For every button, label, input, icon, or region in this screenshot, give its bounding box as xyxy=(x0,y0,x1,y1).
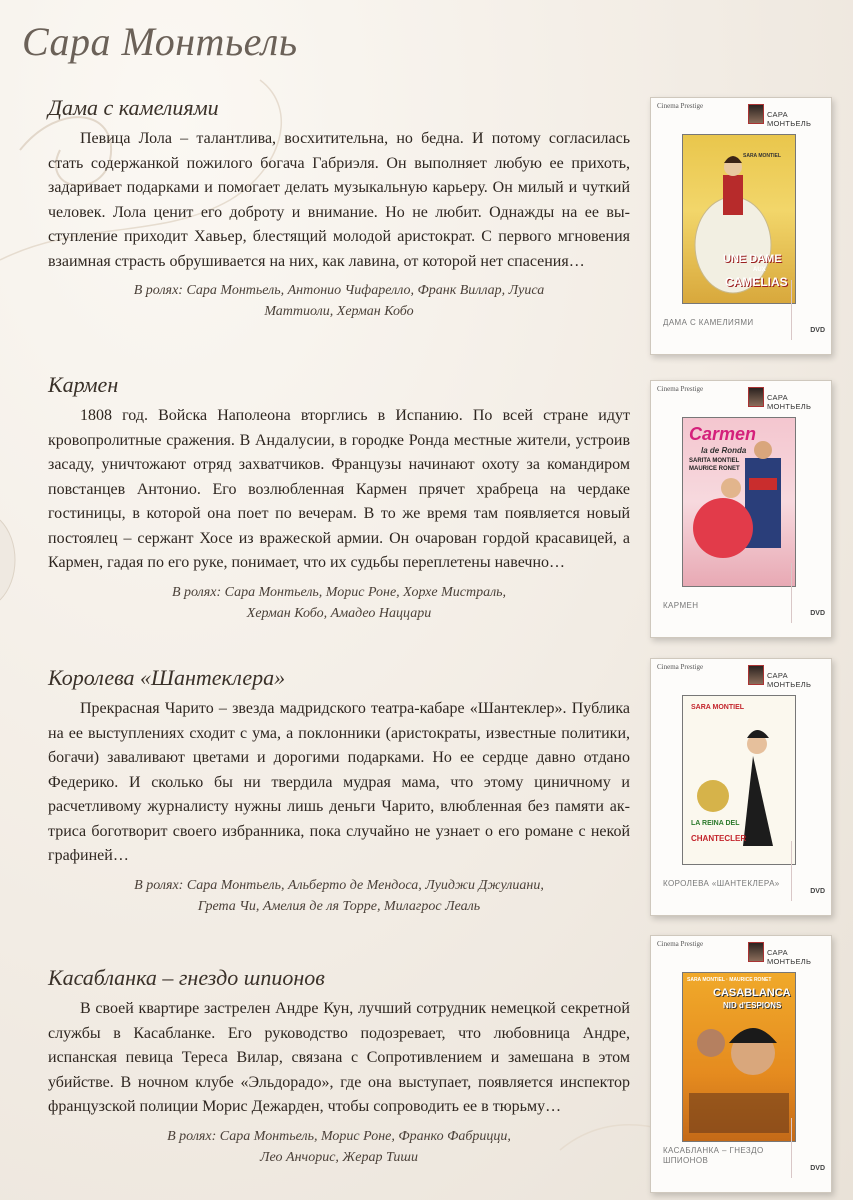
dvd-brand: Cinema Prestige xyxy=(657,385,704,393)
cast-line: Херман Кобо, Амадео Наццари xyxy=(246,605,432,621)
dvd-author: САРА МОНТЬЕЛЬ xyxy=(767,110,812,128)
cast-line: В ролях: Сара Монтьель, Морис Роне, Франко Фабрицци, xyxy=(167,1128,511,1144)
poster-title-line: SARITA MONTIEL xyxy=(689,458,740,464)
dvd-cover-chantecler xyxy=(650,658,832,916)
film-cast xyxy=(48,582,630,624)
dvd-caption: КОРОЛЕВА «ШАНТЕКЛЕРА» xyxy=(663,879,780,888)
film-title: Кармен xyxy=(48,372,119,397)
film-cast xyxy=(48,875,630,917)
dvd-logo: DVD xyxy=(810,610,825,617)
dvd-logo: DVD xyxy=(810,327,825,334)
film-title: Касабланка – гнездо шпионов xyxy=(48,965,325,990)
poster-title-line: LA REINA DEL xyxy=(691,820,740,827)
cast-line: Грета Чи, Амелия де ля Торре, Милагрос Леаль xyxy=(197,898,481,914)
film-description: Прекрасная Чарито – звезда мадридского театра-кабаре «Шантеклер». Публика на ее выступлениях сходит с ума, а поклонники (аристократы, известные политики, богачи) заваливают цветами и дорогими подарками. Но ее сердце давно отдано Федерико. И сколько бы ни твердила мудрая мама, что этому циничному и расчетливому журналисту нужны лишь деньги Чарито, влюбленная без памяти актриса боготворит своего избранника, пока случайно не узнает о его романе с некой графиней… xyxy=(48,700,630,864)
film-poster xyxy=(682,972,796,1142)
poster-title-line: SARA MONTIEL xyxy=(691,704,745,711)
page-title: Сара Монтьель xyxy=(22,19,298,64)
poster-title-line: NID d'ESPIONS xyxy=(723,1001,782,1010)
poster-credit: SARA MONTIEL xyxy=(743,153,781,159)
dvd-logo: DVD xyxy=(810,1165,825,1172)
cast-line: В ролях: Сара Монтьель, Альберто де Мендоса, Луиджи Джулиани, xyxy=(134,877,544,893)
poster-title-line: CAMELIAS xyxy=(725,275,788,289)
dvd-author: САРА МОНТЬЕЛЬ xyxy=(767,393,812,411)
film-description: Певица Лола – талантлива, восхитительна, но бедна. И потому согласилась стать содержанкой пожилого богача Габриэля. Он выполняет любую ее прихоть, задаривает подарками и помогает делать музыкальную карьеру. Он милый и чуткий человек. Лола ценит его доброту и внимание. Но не любит. Однажды на ее выступление приходит Хавьер, блестящий молодой аристократ. С первого мгновения взаимная страсть обрушивается на них, как лавина, от которой нет спасения… xyxy=(48,130,630,270)
actress-thumbnail xyxy=(748,942,764,962)
dvd-author: САРА МОНТЬЕЛЬ xyxy=(767,948,812,966)
cast-line: В ролях: Сара Монтьель, Морис Роне, Хорхе Мистраль, xyxy=(171,584,507,600)
film-description: 1808 год. Войска Наполеона вторглись в Испанию. По всей стране идут кровопролитные сражения. В Андалусии, в городке Ронда местные жители, устроив засаду, уничтожают отряд захватчиков. Французы начинают охоту за командиром повстанцев Антонио. Его возлюбленная Кармен прячет храбреца на чердаке гостиницы, в которой она поет по вечерам. В то же время там появляется новый постоялец – сержант Хосе из вражеской армии. Он очарован гордой красавицей, а Кармен, гадая по его руке, понимает, что их судьбы переплетены навечно… xyxy=(48,407,630,571)
actress-thumbnail xyxy=(748,104,764,124)
actress-thumbnail xyxy=(748,665,764,685)
film-cast xyxy=(48,1126,630,1168)
poster-credit: MAURICE RONET xyxy=(689,466,740,472)
dvd-brand: Cinema Prestige xyxy=(657,940,704,948)
poster-title-line: Carmen xyxy=(689,424,757,444)
dvd-caption: КАСАБЛАНКА – ГНЕЗДО ШПИОНОВ xyxy=(663,1146,764,1165)
film-poster xyxy=(682,695,796,865)
dvd-brand: Cinema Prestige xyxy=(657,102,704,110)
poster-title-line: CHANTECLER xyxy=(691,834,747,843)
film-poster xyxy=(682,417,796,587)
divider xyxy=(791,563,792,623)
dvd-author: САРА МОНТЬЕЛЬ xyxy=(767,671,812,689)
poster-title-line: AUX xyxy=(753,267,766,273)
dvd-cover-carmen xyxy=(650,380,832,638)
film-poster xyxy=(682,134,796,304)
divider xyxy=(791,280,792,340)
dvd-cover-dama xyxy=(650,97,832,355)
divider xyxy=(791,841,792,901)
film-title: Королева «Шантеклера» xyxy=(48,665,286,690)
film-section-chantecler xyxy=(48,665,630,917)
cast-line: Маттиоли, Херман Кобо xyxy=(264,304,414,319)
film-section-dama xyxy=(48,95,630,322)
film-title: Дама с камелиями xyxy=(48,95,219,120)
cast-line: В ролях: Сара Монтьель, Антонио Чифарелло, Франк Виллар, Луиса xyxy=(133,283,545,298)
dvd-cover-casablanca xyxy=(650,935,832,1193)
film-description: В своей квартире застрелен Андре Кун, лучший сотрудник немецкой секретной службы в Касабланке. Его руководство подозревает, что любовница Андре, испанская певица Тереса Вилар, связана с Сопротивлением и замешана в этом убийстве. В ночном клубе «Эльдорадо», где она выступает, появляется инспектор французской полиции Морис Дежарден, чтобы сопроводить ее в тюрьму… xyxy=(48,1000,630,1115)
actress-thumbnail xyxy=(748,387,764,407)
dvd-caption: КАРМЕН xyxy=(663,601,699,610)
dvd-brand: Cinema Prestige xyxy=(657,663,704,671)
film-cast xyxy=(48,280,630,322)
cast-line: Лео Анчорис, Жерар Тиши xyxy=(260,1149,418,1165)
poster-title-line: UNE DAME xyxy=(723,253,782,265)
poster-title-line: CASABLANCA xyxy=(713,987,791,999)
dvd-caption: ДАМА С КАМЕЛИЯМИ xyxy=(663,318,754,327)
film-section-casablanca xyxy=(48,965,630,1168)
film-section-carmen xyxy=(48,372,630,624)
poster-credit: SARA MONTIEL · MAURICE RONET xyxy=(687,977,772,983)
dvd-logo: DVD xyxy=(810,888,825,895)
poster-title-line: la de Ronda xyxy=(701,446,747,455)
